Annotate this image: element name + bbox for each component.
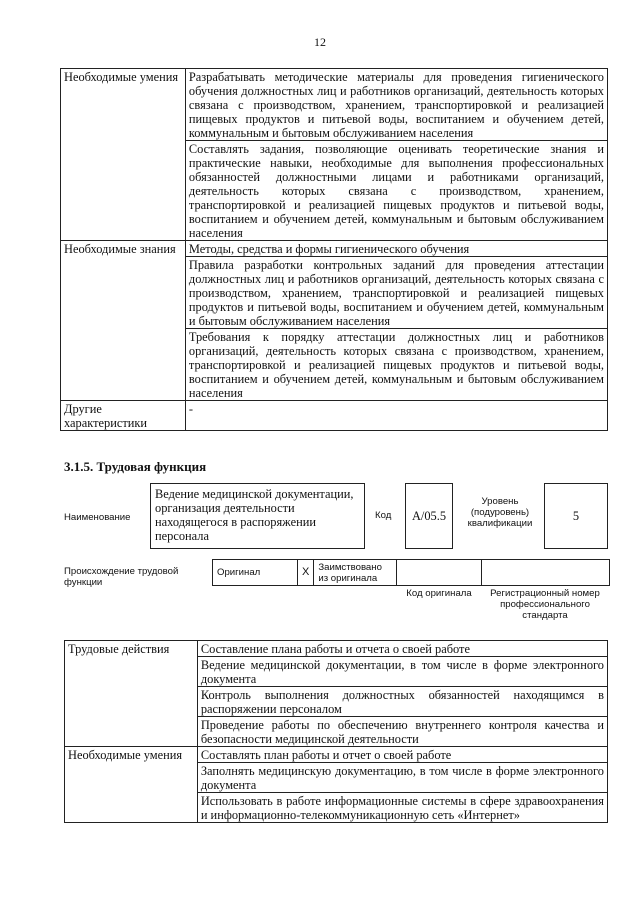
origin-marker: X xyxy=(298,560,314,586)
action-item: Контроль выполнения должностных обязанностей находящимся в распоряжении персоналом xyxy=(197,687,607,717)
skill-item: Заполнять медицинскую документацию, в том числе в форме электронного документа xyxy=(197,763,607,793)
level-label: Уровень (подуровень) квалификации xyxy=(467,496,533,529)
code-caption: Код оригинала xyxy=(406,588,472,599)
origin-original: Оригинал xyxy=(213,560,298,586)
table-row xyxy=(61,401,608,431)
knowledge-item: Требования к порядку аттестации должностных лиц и работников организаций, деятельность которых связана с производством, хранением, транспортировкой и реализацией пищевых продуктов и питьевой воды, воспитанием и обучением детей, коммунальным и бытовым обслуживанием населения xyxy=(185,329,607,401)
labor-actions-table xyxy=(64,640,608,823)
skill-item: Разрабатывать методические материалы для проведения гигиенического обучения должностных лиц и работников организаций, деятельность которых связана с производством, хранением, транспортировкой и реализацией пищевых продуктов и питьевой воды, воспитанием и обучением детей, коммунальным и бытовым обслуживанием населения xyxy=(185,69,607,141)
section-heading: 3.1.5. Трудовая функция xyxy=(64,459,207,474)
row-label-other: Другие характеристики xyxy=(61,401,186,431)
code-label: Код xyxy=(375,510,392,521)
table-row xyxy=(61,241,608,257)
origin-reg-cell xyxy=(482,560,610,586)
row-label-actions: Трудовые действия xyxy=(65,641,198,747)
origin-code-cell xyxy=(397,560,482,586)
page-number: 12 xyxy=(314,35,326,49)
origin-label: Происхождение трудовой функции xyxy=(64,566,179,588)
row-label-knowledge: Необходимые знания xyxy=(61,241,186,401)
skills-knowledge-table xyxy=(60,68,608,431)
origin-borrowed: Заимствовано из оригинала xyxy=(314,560,397,586)
table-row xyxy=(65,641,608,657)
qualification-level-value: 5 xyxy=(544,483,608,549)
origin-table xyxy=(212,559,610,586)
skill-item: Использовать в работе информационные системы в сфере здравоохранения и информационно-телекоммуникационную сеть «Интернет» xyxy=(197,793,607,823)
row-label-skills-2: Необходимые умения xyxy=(65,747,198,823)
action-item: Ведение медицинской документации, в том числе в форме электронного документа xyxy=(197,657,607,687)
action-item: Составление плана работы и отчета о своей работе xyxy=(197,641,607,657)
table-row xyxy=(65,747,608,763)
row-label-skills: Необходимые умения xyxy=(61,69,186,241)
skill-item: Составлять план работы и отчет о своей работе xyxy=(197,747,607,763)
knowledge-item: Правила разработки контрольных заданий для проведения аттестации должностных лиц и работников организаций, деятельность которых связана с производством, хранением, транспортировкой и реализацией пищевых продуктов и питьевой воды, воспитанием и обучением детей, коммунальным и бытовым обслуживанием населения xyxy=(185,257,607,329)
skill-item: Составлять задания, позволяющие оценивать теоретические знания и практические навыки, необходимые для выполнения профессиональных обязанностей должностными лицами и работниками организаций, деятельность которых связана с производством, хранением, транспортировкой и реализацией пищевых продуктов и питьевой воды, воспитанием и обучением детей, коммунальным и бытовым обслуживанием населения xyxy=(185,141,607,241)
function-code-value: A/05.5 xyxy=(405,483,453,549)
table-row xyxy=(61,69,608,141)
action-item: Проведение работы по обеспечению внутреннего контроля качества и безопасности медицинской деятельности xyxy=(197,717,607,747)
knowledge-item: Методы, средства и формы гигиенического обучения xyxy=(185,241,607,257)
other-item: - xyxy=(185,401,607,431)
name-label: Наименование xyxy=(64,512,131,523)
function-name-value: Ведение медицинской документации, организация деятельности находящегося в распоряжении персонала xyxy=(150,483,365,549)
reg-number-caption: Регистрационный номер профессионального стандарта xyxy=(490,588,600,621)
